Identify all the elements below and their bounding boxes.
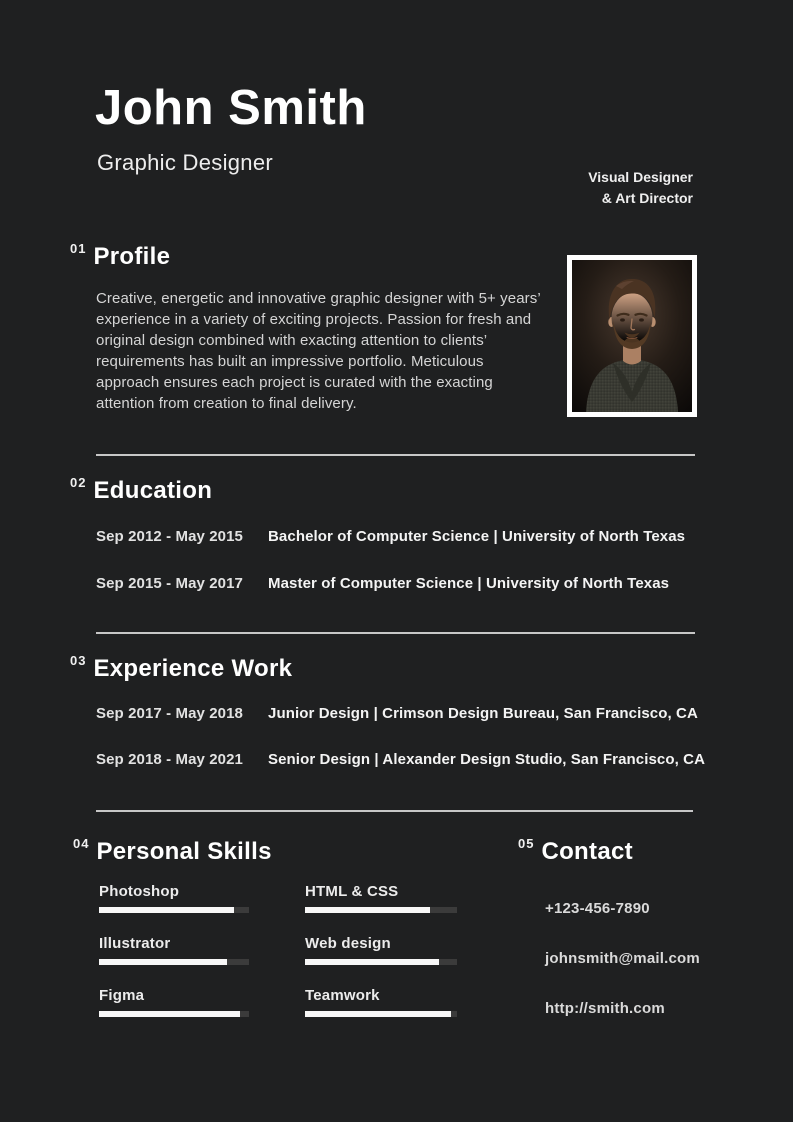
experience-row	[96, 705, 705, 722]
skill-bar	[99, 1011, 249, 1017]
skill-bar-fill	[99, 907, 234, 913]
section-number: 05	[518, 836, 535, 851]
skill-bar-fill	[305, 907, 430, 913]
skill-label: Photoshop	[99, 883, 180, 900]
section-heading-contact	[518, 838, 633, 866]
skill-label: HTML & CSS	[305, 883, 399, 900]
skill-bar-fill	[99, 1011, 240, 1017]
education-row	[96, 528, 685, 545]
section-title: Personal Skills	[96, 838, 272, 865]
education-dates: Sep 2015 - May 2017	[96, 575, 243, 592]
section-heading-profile	[70, 243, 170, 271]
experience-detail: Junior Design | Crimson Design Bureau, San Francisco, CA	[268, 705, 698, 722]
person-job-title: Graphic Designer	[97, 150, 273, 175]
portrait-photo	[572, 260, 692, 412]
skill-bar	[99, 907, 249, 913]
contact-phone: +123-456-7890	[545, 900, 650, 917]
education-detail: Bachelor of Computer Science | University of North Texas	[268, 528, 686, 545]
skill-label: Web design	[305, 935, 391, 952]
experience-dates: Sep 2017 - May 2018	[96, 705, 243, 722]
skill-bar	[305, 959, 457, 965]
skill-item	[99, 987, 249, 1017]
section-title: Education	[93, 477, 213, 504]
experience-list	[96, 705, 705, 768]
section-heading-skills	[73, 838, 272, 866]
section-divider	[96, 632, 695, 634]
experience-detail: Senior Design | Alexander Design Studio, San Francisco, CA	[268, 751, 706, 768]
person-name: John Smith	[95, 81, 367, 135]
section-title: Profile	[93, 243, 171, 270]
section-heading-experience	[70, 655, 292, 683]
education-list	[96, 528, 685, 592]
skill-bar-fill	[99, 959, 227, 965]
portrait-photo-frame	[567, 255, 697, 417]
tagline	[588, 167, 693, 209]
section-divider	[96, 454, 695, 456]
contact-list	[545, 900, 700, 1017]
tagline-line-2: & Art Director	[601, 190, 693, 206]
education-row	[96, 575, 685, 592]
section-divider	[96, 810, 693, 812]
section-number: 02	[70, 475, 87, 490]
section-heading-education	[70, 477, 212, 505]
skill-bar	[305, 907, 457, 913]
skill-item	[305, 987, 457, 1017]
skill-item	[99, 883, 249, 913]
contact-website: http://smith.com	[545, 1000, 665, 1017]
contact-email: johnsmith@mail.com	[545, 950, 700, 967]
section-number: 04	[73, 836, 90, 851]
skill-item	[305, 935, 457, 965]
skill-item	[99, 935, 249, 965]
skill-label: Illustrator	[99, 935, 171, 952]
profile-summary-text: Creative, energetic and innovative graphic designer with 5+ years’ experience in a variety of exciting projects. Passion for fresh and original design combined with exacting attention to clients’ requirements has built an impressive portfolio. Meticulous approach ensures each project is curated with the exacting attention from creation to final delivery.	[96, 290, 541, 412]
education-detail: Master of Computer Science | University of North Texas	[268, 575, 670, 592]
tagline-line-1: Visual Designer	[588, 169, 693, 185]
experience-row	[96, 751, 705, 768]
section-title: Contact	[541, 838, 633, 865]
section-number: 01	[70, 241, 87, 256]
skill-label: Teamwork	[305, 987, 380, 1004]
skill-bar	[305, 1011, 457, 1017]
experience-dates: Sep 2018 - May 2021	[96, 751, 243, 768]
skills-grid	[99, 883, 457, 1017]
education-dates: Sep 2012 - May 2015	[96, 528, 243, 545]
section-number: 03	[70, 653, 87, 668]
skill-bar-fill	[305, 1011, 451, 1017]
skill-bar-fill	[305, 959, 439, 965]
section-title: Experience Work	[93, 655, 293, 682]
skill-bar	[99, 959, 249, 965]
skill-item	[305, 883, 457, 913]
skill-label: Figma	[99, 987, 145, 1004]
